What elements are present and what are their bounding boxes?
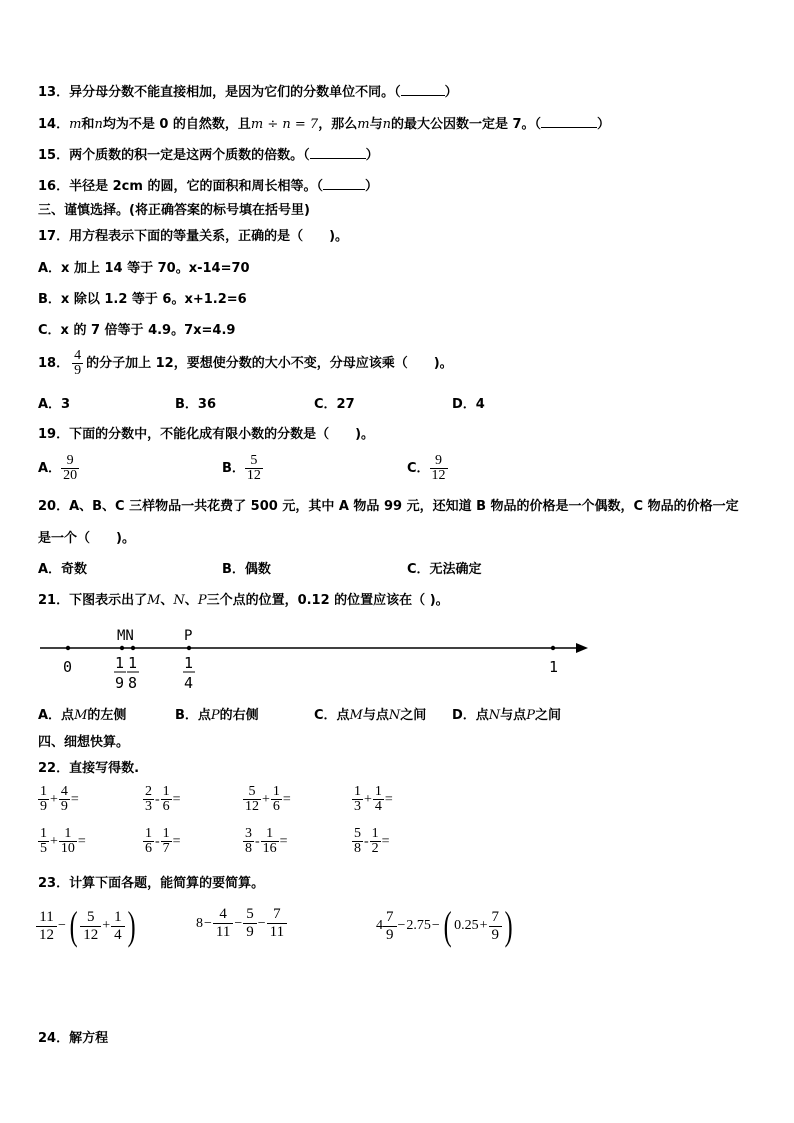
number-line bbox=[0, 620, 794, 700]
fraction: $\frac{4}{11}$ bbox=[213, 906, 233, 941]
point-zero bbox=[66, 646, 70, 650]
fraction: $\frac{1}{6}$ bbox=[272, 784, 280, 814]
m-denominator: 9 bbox=[115, 674, 125, 692]
fraction: $\frac{1}{10}$ bbox=[60, 826, 75, 856]
option-b[interactable]: B．x 除以 1.2 等于 6。x+1.2=6 bbox=[38, 292, 247, 307]
point-one bbox=[551, 646, 555, 650]
expression-2: 8 − $\frac{4}{11}$ − $\frac{5}{9}$ − $\frac{7}{11}$ bbox=[196, 906, 287, 941]
option-d[interactable]: D．4 bbox=[452, 397, 485, 412]
fraction: $\frac{1}{7}$ bbox=[162, 826, 170, 856]
mental-math-item: $\frac{1}{6}$ - $\frac{1}{7}$ = bbox=[145, 826, 181, 856]
section-heading: 四、细想快算。 bbox=[38, 735, 130, 750]
arrow-head-icon bbox=[576, 643, 588, 653]
section-heading: 三、谨慎选择。(将正确答案的标号填在括号里) bbox=[38, 203, 310, 218]
question-20-stem: 20．A、B、C 三样物品一共花费了 500 元，其中 A 物品 99 元，还知道 B 物品的价格是一个偶数，C 物品的价格一定 bbox=[38, 499, 739, 514]
point-n bbox=[131, 646, 135, 650]
expression-3: 4 $\frac{7}{9}$ − 2.75 − ( 0.25 + $\frac{7}{9}$ ) bbox=[376, 903, 513, 948]
question-24-stem: 24．解方程 bbox=[38, 1031, 109, 1046]
fraction: $\frac{7}{9}$ bbox=[489, 909, 503, 944]
mental-math-item: $\frac{5}{12}$ + $\frac{1}{6}$ = bbox=[245, 784, 291, 814]
n-numerator: 1 bbox=[128, 654, 138, 672]
mental-math-item: $\frac{1}{9}$ + $\frac{4}{9}$ = bbox=[40, 784, 79, 814]
answer-blank[interactable] bbox=[401, 83, 445, 96]
answer-blank[interactable] bbox=[310, 146, 366, 159]
fraction: $\frac{1}{5}$ bbox=[40, 826, 47, 856]
fraction: $\frac{1}{6}$ bbox=[162, 784, 170, 814]
fraction: $\frac{11}{12}$ bbox=[36, 909, 57, 944]
p-denominator: 4 bbox=[184, 674, 194, 692]
question-14: 14．m和n均为不是 0 的自然数，且m ÷ n = 7，那么m与n的最大公因数一定是 7。（ ） bbox=[38, 117, 611, 132]
point-p bbox=[187, 646, 191, 650]
fraction: $\frac{4}{9}$ bbox=[74, 348, 82, 378]
fraction: $\frac{1}{4}$ bbox=[111, 909, 125, 944]
question-15: 15．两个质数的积一定是这两个质数的倍数。（ ） bbox=[38, 148, 379, 163]
fraction: $\frac{1}{4}$ bbox=[374, 784, 382, 814]
mental-math-item: $\frac{5}{8}$ - $\frac{1}{2}$ = bbox=[354, 826, 390, 856]
mental-math-item: $\frac{1}{5}$ + $\frac{1}{10}$ = bbox=[40, 826, 86, 856]
option-c[interactable]: C．点M与点N之间 bbox=[314, 708, 427, 723]
mental-math-item: $\frac{2}{3}$ - $\frac{1}{6}$ = bbox=[145, 784, 181, 814]
fraction: $\frac{4}{9}$ bbox=[60, 784, 68, 814]
option-b[interactable]: B． $\frac{5}{12}$ bbox=[222, 453, 261, 483]
fraction: $\frac{5}{9}$ bbox=[243, 906, 257, 941]
option-a[interactable]: A．奇数 bbox=[38, 562, 88, 577]
fraction: $\frac{1}{16}$ bbox=[262, 826, 277, 856]
question-17-stem: 17．用方程表示下面的等量关系，正确的是（ )。 bbox=[38, 229, 349, 244]
fraction: $\frac{1}{6}$ bbox=[145, 826, 152, 856]
option-c[interactable]: C．27 bbox=[314, 397, 355, 412]
question-22-stem: 22．直接写得数. bbox=[38, 761, 140, 776]
fraction: $\frac{1}{9}$ bbox=[40, 784, 47, 814]
label-zero: 0 bbox=[63, 658, 73, 676]
mental-math-item: $\frac{1}{3}$ + $\frac{1}{4}$ = bbox=[354, 784, 393, 814]
question-20-stem-cont: 是一个（ )。 bbox=[38, 531, 135, 546]
fraction: $\frac{5}{12}$ bbox=[80, 909, 101, 944]
answer-blank[interactable] bbox=[323, 177, 365, 190]
option-d[interactable]: D．点N与点P之间 bbox=[452, 708, 561, 723]
question-18-stem: 18． $\frac{4}{9}$ 的分子加上 12，要想使分数的大小不变，分母应该乘（ )。 bbox=[38, 348, 453, 378]
option-a[interactable]: A． $\frac{9}{20}$ bbox=[38, 453, 78, 483]
fraction: $\frac{5}{12}$ bbox=[246, 453, 261, 483]
label-mn: MN bbox=[117, 628, 134, 644]
fraction: $\frac{3}{8}$ bbox=[245, 826, 252, 856]
option-a[interactable]: A．3 bbox=[38, 397, 71, 412]
label-p: P bbox=[184, 628, 193, 644]
question-13: 13．异分母分数不能直接相加，是因为它们的分数单位不同。（ ） bbox=[38, 85, 458, 100]
question-21-stem: 21．下图表示出了M、N、P三个点的位置，0.12 的位置应该在（ )。 bbox=[38, 593, 449, 608]
question-23-stem: 23．计算下面各题，能简算的要简算。 bbox=[38, 876, 265, 891]
option-b[interactable]: B．36 bbox=[175, 397, 216, 412]
option-c[interactable]: C．无法确定 bbox=[407, 562, 482, 577]
n-denominator: 8 bbox=[128, 674, 138, 692]
option-b[interactable]: B．点P的右侧 bbox=[175, 708, 259, 723]
fraction: $\frac{1}{3}$ bbox=[354, 784, 361, 814]
fraction: $\frac{7}{9}$ bbox=[383, 909, 397, 944]
option-b[interactable]: B．偶数 bbox=[222, 562, 271, 577]
option-c[interactable]: C． $\frac{9}{12}$ bbox=[407, 453, 446, 483]
m-numerator: 1 bbox=[115, 654, 125, 672]
q13-text: 13．异分母分数不能直接相加，是因为它们的分数单位不同。（ bbox=[38, 85, 401, 100]
fraction: $\frac{5}{8}$ bbox=[354, 826, 361, 856]
point-m bbox=[120, 646, 124, 650]
mental-math-item: $\frac{3}{8}$ - $\frac{1}{16}$ = bbox=[245, 826, 288, 856]
fraction: $\frac{5}{12}$ bbox=[245, 784, 259, 814]
fraction: $\frac{2}{3}$ bbox=[145, 784, 152, 814]
fraction: $\frac{7}{11}$ bbox=[267, 906, 287, 941]
option-c[interactable]: C．x 的 7 倍等于 4.9。7x=4.9 bbox=[38, 323, 236, 338]
fraction: $\frac{1}{2}$ bbox=[371, 826, 379, 856]
fraction: $\frac{9}{12}$ bbox=[431, 453, 446, 483]
expression-1: $\frac{11}{12}$ − ( $\frac{5}{12}$ + $\frac{1}{4}$ ) bbox=[36, 906, 138, 946]
p-numerator: 1 bbox=[184, 654, 194, 672]
label-one: 1 bbox=[549, 658, 559, 676]
option-a[interactable]: A．x 加上 14 等于 70。x-14=70 bbox=[38, 261, 250, 276]
question-19-stem: 19．下面的分数中，不能化成有限小数的分数是（ )。 bbox=[38, 427, 375, 442]
answer-blank[interactable] bbox=[541, 115, 597, 128]
option-a[interactable]: A．点M的左侧 bbox=[38, 708, 127, 723]
fraction: $\frac{9}{20}$ bbox=[63, 453, 78, 483]
question-16: 16．半径是 2cm 的圆，它的面积和周长相等。（ ） bbox=[38, 179, 378, 194]
